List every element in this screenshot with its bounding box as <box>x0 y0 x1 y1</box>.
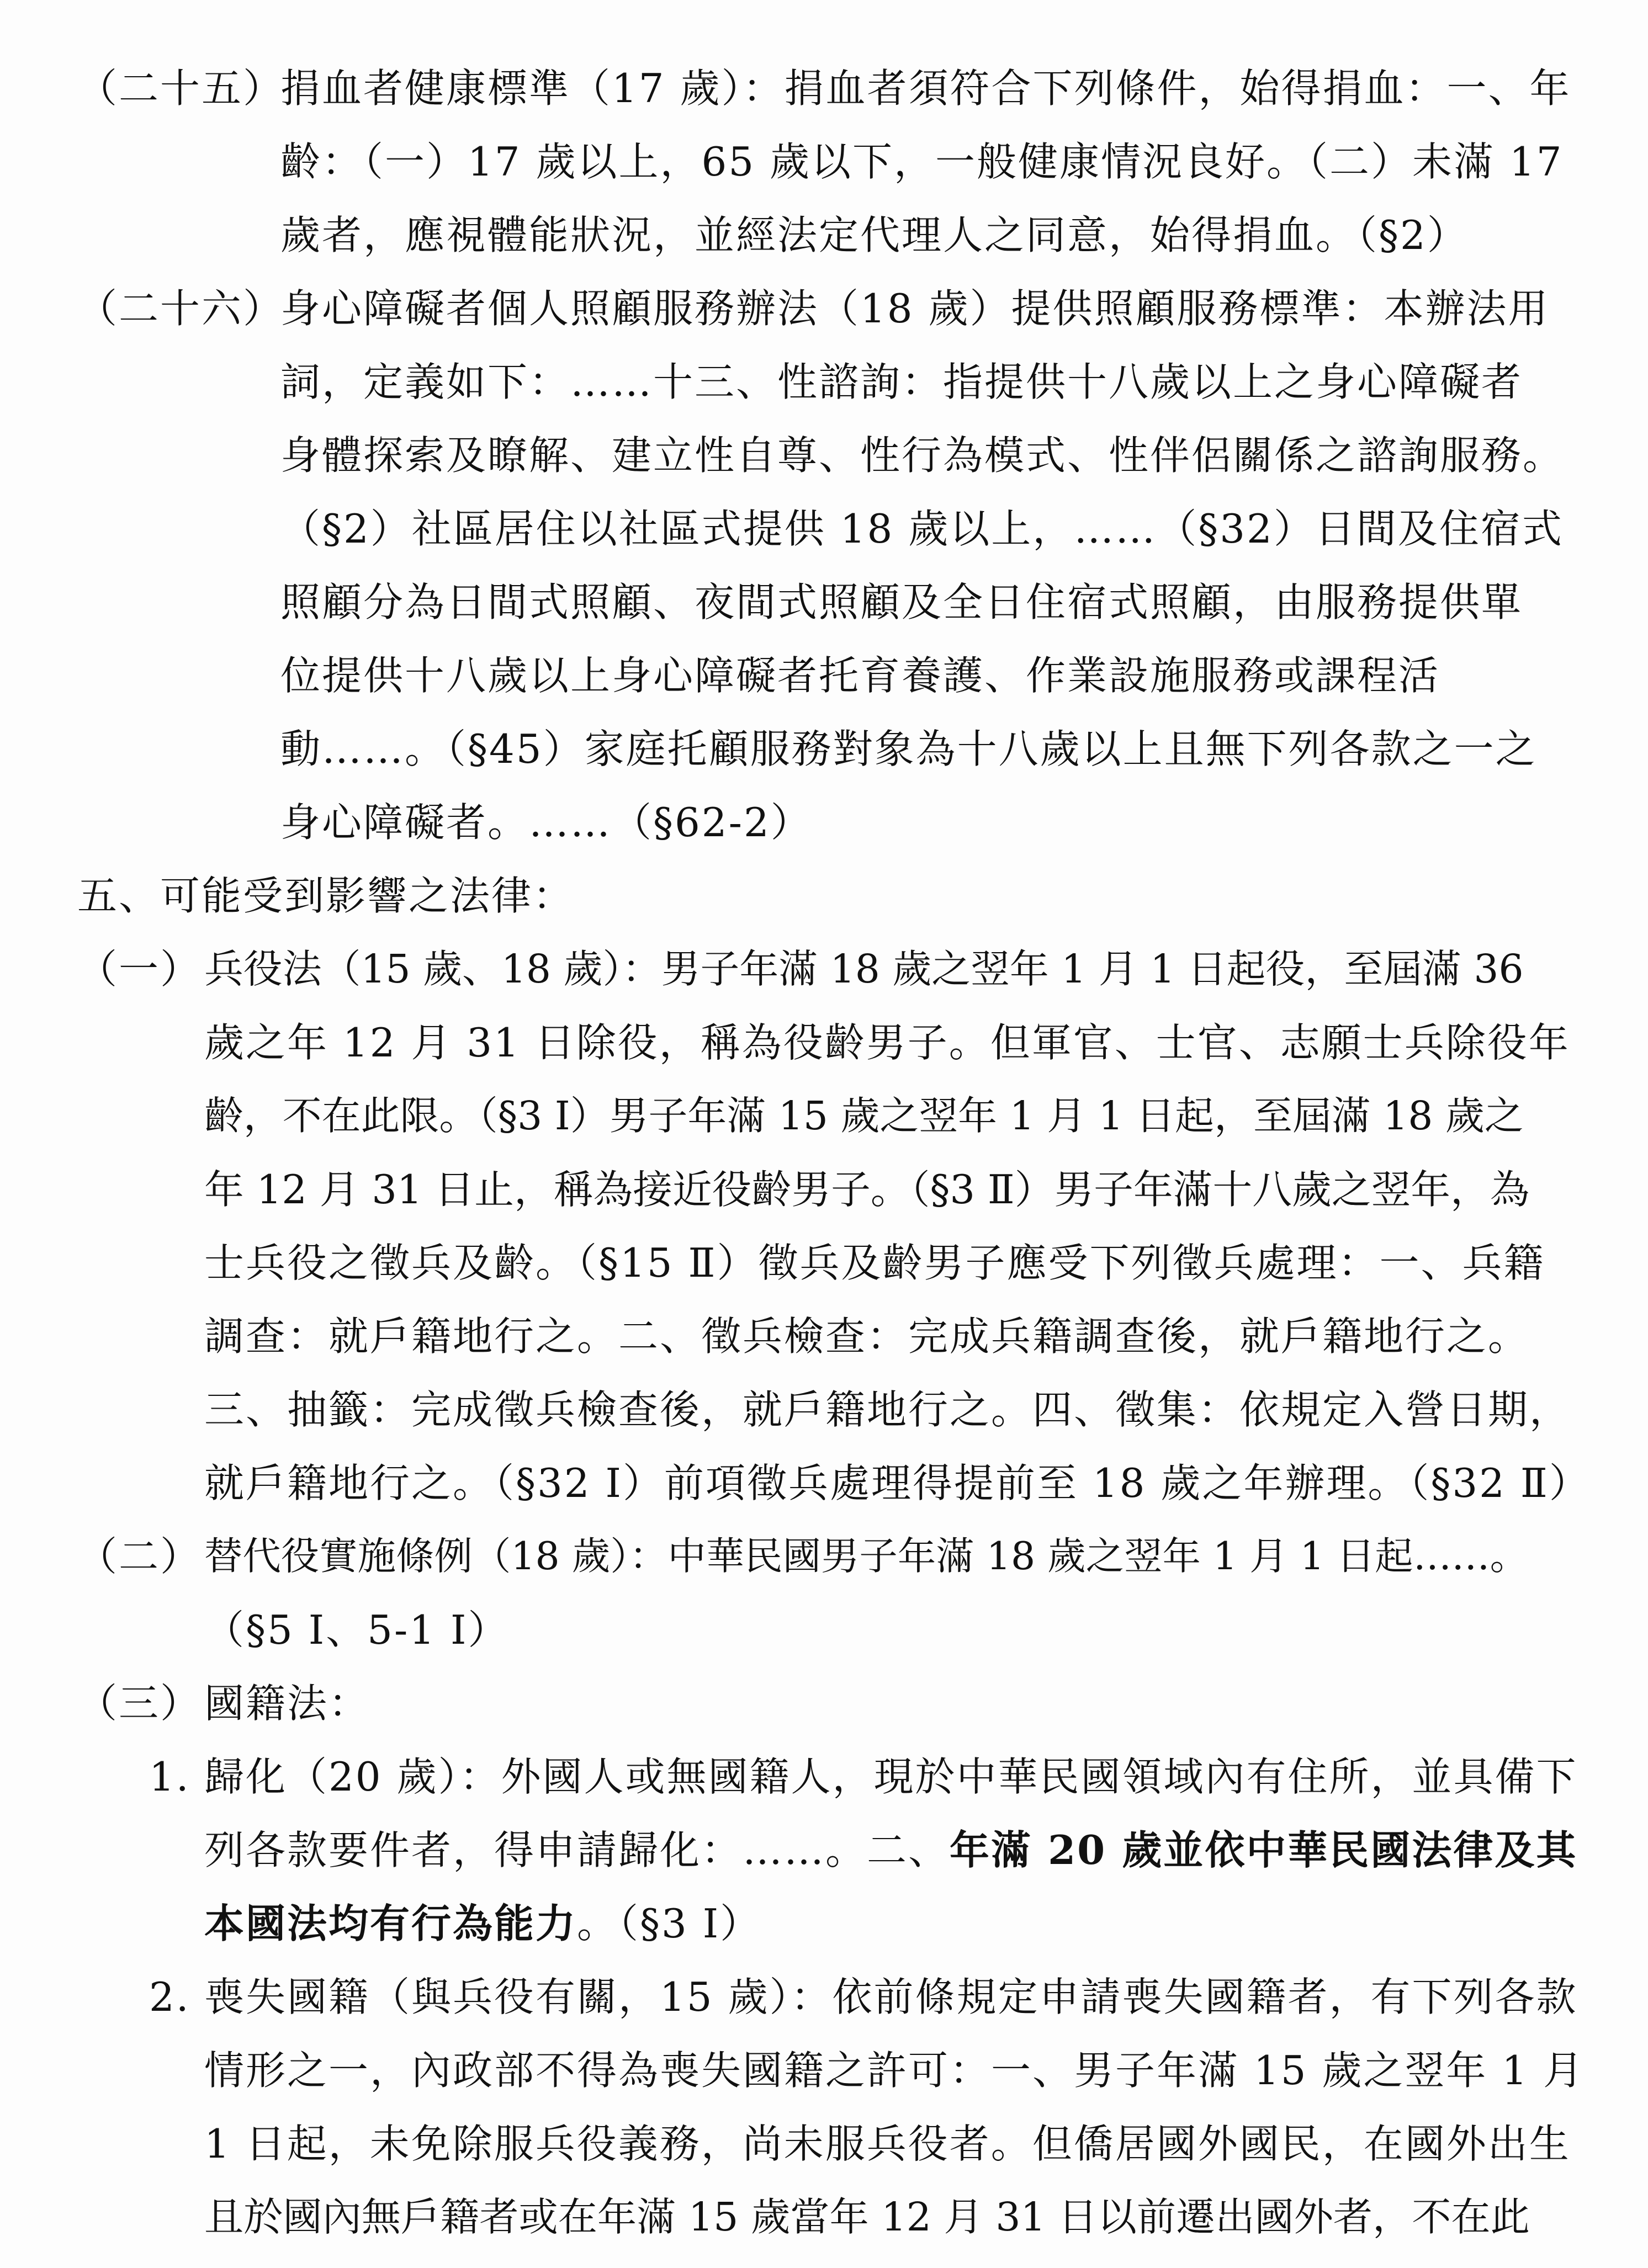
subitem-text-line <box>204 1896 761 1951</box>
law-label: （三） <box>77 1680 202 1727</box>
law-text-line: （§5 Ⅰ、5-1 Ⅰ） <box>204 1607 510 1653</box>
law-text-line: 兵役法（15 歲、18 歲）：男子年滿 18 歲之翌年 1 月 1 日起役，至屆滿 36 <box>204 946 1524 992</box>
section-heading: 五、可能受到影響之法律： <box>77 873 575 919</box>
item-text-line: 位提供十八歲以上身心障礙者托育養護、作業設施服務或課程活 <box>280 652 1440 699</box>
law-label: （二） <box>77 1533 202 1580</box>
item-text-line: 身心障礙者個人照顧服務辦法（18 歲）提供照顧服務標準：本辦法用 <box>280 285 1550 332</box>
item-text-line: 照顧分為日間式照顧、夜間式照顧及全日住宿式照顧，由服務提供單 <box>280 579 1523 625</box>
subitem-text-segment: 列各款要件者，得申請歸化：……。二、 <box>204 1827 950 1873</box>
subitem-text-line: 喪失國籍（與兵役有關，15 歲）：依前條規定申請喪失國籍者，有下列各款 <box>204 1974 1578 2020</box>
item-text-line: 動……。（§45）家庭托顧服務對象為十八歲以上且無下列各款之一之 <box>280 726 1537 772</box>
item-text-line: 身體探索及瞭解、建立性自尊、性行為模式、性伴侶關係之諮詢服務。 <box>280 432 1565 479</box>
law-text-line: 齡，不在此限。（§3 Ⅰ）男子年滿 15 歲之翌年 1 月 1 日起，至屆滿 18 歲之 <box>204 1093 1524 1139</box>
law-text-line: 替代役實施條例（18 歲）：中華民國男子年滿 18 歲之翌年 1 月 1 日起……。 <box>204 1534 1528 1579</box>
subitem-text-segment: 。（§3 Ⅰ） <box>577 1900 762 1947</box>
law-text-line: 歲之年 12 月 31 日除役，稱為役齡男子。但軍官、士官、志願士兵除役年 <box>204 1019 1570 1066</box>
subitem-label: 2. <box>149 1974 190 2020</box>
item-text-line: 齡：（一）17 歲以上，65 歲以下，一般健康情況良好。（二）未滿 17 <box>280 139 1564 185</box>
law-heading: 國籍法： <box>204 1680 370 1727</box>
law-text-line: 就戶籍地行之。（§32 Ⅰ）前項徵兵處理得提前至 18 歲之年辦理。（§32 Ⅱ） <box>204 1460 1591 1506</box>
subitem-text-line: 情形之一，內政部不得為喪失國籍之許可：一、男子年滿 15 歲之翌年 1 月 <box>204 2047 1585 2094</box>
item-text-line: 歲者，應視體能狀況，並經法定代理人之同意，始得捐血。（§2） <box>280 212 1469 258</box>
subitem-text-line: 歸化（20 歲）：外國人或無國籍人，現於中華民國領域內有住所，並具備下 <box>204 1754 1578 1800</box>
subitem-text-line: 1 日起，未免除服兵役義務，尚未服兵役者。但僑居國外國民，在國外出生 <box>204 2121 1571 2167</box>
item-text-line: 身心障礙者。……（§62-2） <box>280 799 812 846</box>
subitem-text-line <box>204 1823 1577 1878</box>
subitem-label: 1. <box>149 1754 190 1800</box>
item-text-line: （§2）社區居住以社區式提供 18 歲以上，……（§32）日間及住宿式 <box>280 506 1564 552</box>
item-text-line: 詞，定義如下：……十三、性諮詢：指提供十八歲以上之身心障礙者 <box>280 359 1523 405</box>
emphasized-text: 本國法均有行為能力 <box>204 1900 577 1947</box>
law-label: （一） <box>77 946 202 992</box>
law-text-line: 士兵役之徵兵及齡。（§15 Ⅱ）徵兵及齡男子應受下列徵兵處理：一、兵籍 <box>204 1240 1545 1286</box>
law-text-line: 年 12 月 31 日止，稱為接近役齡男子。（§3 Ⅱ）男子年滿十八歲之翌年，為 <box>204 1166 1530 1213</box>
law-text-line: 三、抽籤：完成徵兵檢查後，就戶籍地行之。四、徵集：依規定入營日期， <box>204 1387 1571 1433</box>
item-text-line: 捐血者健康標準（17 歲）：捐血者須符合下列條件，始得捐血：一、年 <box>280 65 1571 111</box>
emphasized-text: 年滿 20 歲並依中華民國法律及其 <box>950 1826 1578 1873</box>
item-label: （二十五） <box>77 65 285 111</box>
law-text-line: 調查：就戶籍地行之。二、徵兵檢查：完成兵籍調查後，就戶籍地行之。 <box>204 1313 1530 1359</box>
subitem-text-line: 且於國內無戶籍者或在年滿 15 歲當年 12 月 31 日以前遷出國外者，不在此 <box>204 2194 1530 2240</box>
item-label: （二十六） <box>77 285 285 332</box>
